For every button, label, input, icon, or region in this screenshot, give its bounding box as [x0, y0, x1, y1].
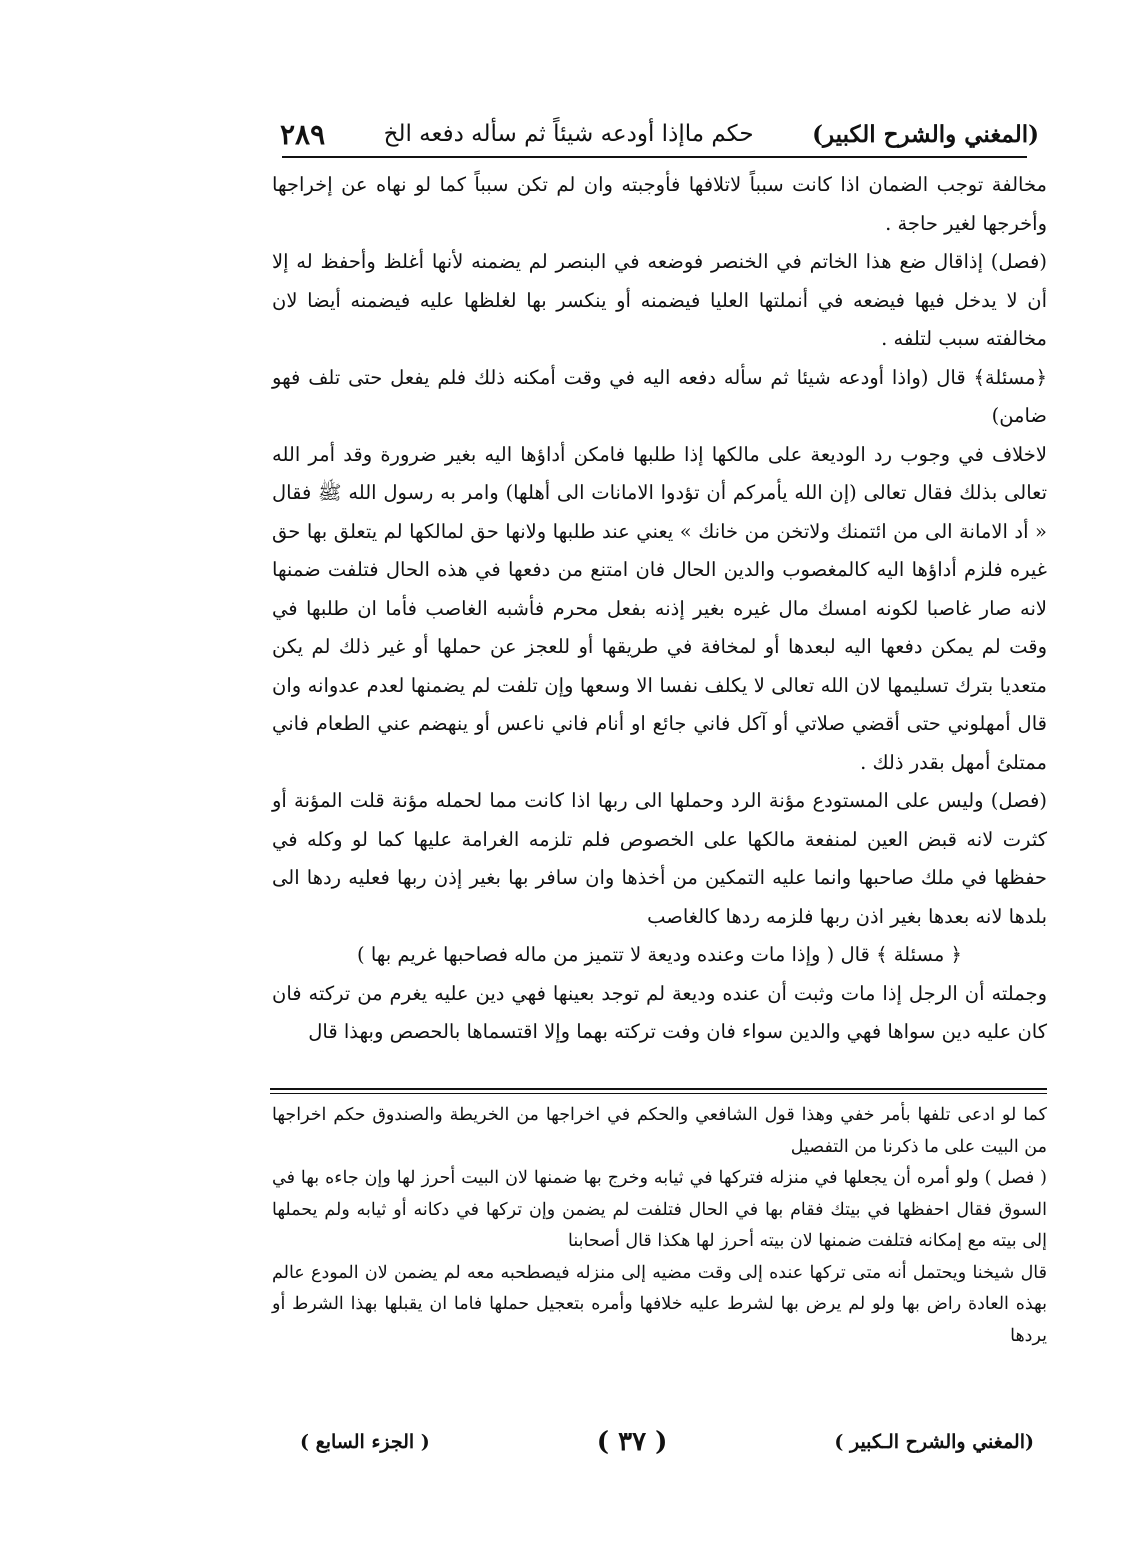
header-page-number: ٢٨٩	[280, 117, 326, 151]
footer-volume: ( الجزء السابع )	[300, 1431, 430, 1453]
page-header	[280, 112, 1039, 156]
footer-book-title: (المغني والشرح الـكبير )	[834, 1431, 1034, 1453]
lower-paragraph: كما لو ادعى تلفها بأمر خفي وهذا قول الشافعي والحكم في اخراجها من الخريطة والصندوق حكم اخراجها من البيت على ما ذكرنا من التفصيل	[272, 1105, 1047, 1157]
header-rule	[282, 156, 1027, 158]
header-book-title: (المغني والشرح الكبير)	[812, 120, 1039, 148]
lower-text	[272, 1100, 1047, 1352]
main-paragraph: (فصل) وليس على المستودع مؤنة الرد وحملها الى ربها اذا كانت مما لحمله مؤنة قلت المؤنة أو كثرت لانه قبض العين لمنفعة مالكها على الخصوص فلم تلزمه الغرامة عليها كما لو وكله في حفظها في ملك صاحبها وانما عليه التمكين من أخذها وان سافر بها بغير إذن ربها فعليه ردها الى بلدها لانه بعدها بغير اذن ربها فلزمه ردها كالغاصب	[272, 789, 1047, 928]
main-paragraph: لاخلاف في وجوب رد الوديعة على مالكها إذا طلبها فامكن أداؤها اليه بغير ضرورة وقد أمر الله تعالى بذلك فقال تعالى (إن الله يأمركم أن تؤدوا الامانات الى أهلها) وامر به رسول الله ﷺ فقال « أد الامانة الى من ائتمنك ولاتخن من خانك » يعني عند طلبها ولانها حق لمالكها لم يتعلق بها حق غيره فلزم أداؤها اليه كالمغصوب والدين الحال فان امتنع من دفعها في هذه الحال فتلفت ضمنها لانه صار غاصبا لكونه امسك مال غيره بغير إذنه بفعل محرم فأشبه الغاصب فأما ان طلبها في وقت لم يمكن دفعها اليه لبعدها أو لمخافة في طريقها أو للعجز عن حملها أو غير ذلك لم يكن متعديا بترك تسليمها لان الله تعالى لا يكلف نفسا الا وسعها وإن تلفت لم يضمنها لعدم عدوانه وان قال أمهلوني حتى أقضي صلاتي أو آكل فاني جائع او أنام فاني ناعس أو ينهضم عني الطعام فاني ممتلئ أمهل بقدر ذلك .	[272, 442, 1047, 774]
main-paragraph: (فصل) إذاقال ضع هذا الخاتم في الخنصر فوضعه في البنصر لم يضمنه لأنها أغلظ وأحفظ له إلا أن لا يدخل فيها فيضعه في أنملتها العليا فيضمنه أو ينكسر بها لغلظها عليه فيضمنه أيضا لان مخالفته سبب لتلفه .	[272, 250, 1047, 350]
main-paragraph: ﴿ مسئلة ﴾ قال ( وإذا مات وعنده وديعة لا تتميز من ماله فصاحبها غريم بها )	[357, 943, 962, 966]
section-divider-thin	[270, 1093, 1047, 1094]
section-divider	[270, 1088, 1047, 1090]
lower-paragraph: قال شيخنا ويحتمل أنه متى تركها عنده إلى وقت مضيه إلى منزله فيصطحبه معه لم يضمن لان المودع عالم بهذه العادة راض بها ولو لم يرض بها لشرط عليه خلافها وأمره بتعجيل حملها فاما ان يقبلها بهذا الشرط أو يردها	[272, 1262, 1047, 1346]
main-paragraph: ﴿مسئلة﴾ قال (واذا أودعه شيئا ثم سأله دفعه اليه في وقت أمكنه ذلك فلم يفعل حتى تلف فهو ضامن)	[272, 365, 1047, 427]
main-paragraph: مخالفة توجب الضمان اذا كانت سبباً لاتلافها فأوجبته وان لم تكن سبباً كما لو نهاه عن إخراجها وأخرجها لغير حاجة .	[272, 173, 1047, 235]
lower-paragraph: ( فصل ) ولو أمره أن يجعلها في منزله فتركها في ثيابه وخرج بها ضمنها لان البيت أحرز لها وإن جاءه بها في السوق فقال احفظها في بيتك فقام بها في الحال فتلفت لم يضمن وإن تركها في دكانه أو ثيابه ولم يحملها إلى بيته مع إمكانه فتلفت ضمنها لان بيته أحرز لها هكذا قال أصحابنا	[272, 1168, 1047, 1251]
footer-signature: ( ٣٧ )	[596, 1427, 668, 1457]
page-footer	[300, 1422, 1034, 1462]
main-paragraph: وجملته أن الرجل إذا مات وثبت أن عنده وديعة لم توجد بعينها فهي دين عليه يغرم من تركته فان كان عليه دين سواها فهي والدين سواء فان وفت تركته بهما وإلا اقتسماها بالحصص وبهذا قال	[272, 981, 1047, 1043]
main-text	[272, 166, 1047, 1052]
header-chapter-title: حكم ماإذا أودعه شيئاً ثم سأله دفعه الخ	[383, 121, 754, 147]
